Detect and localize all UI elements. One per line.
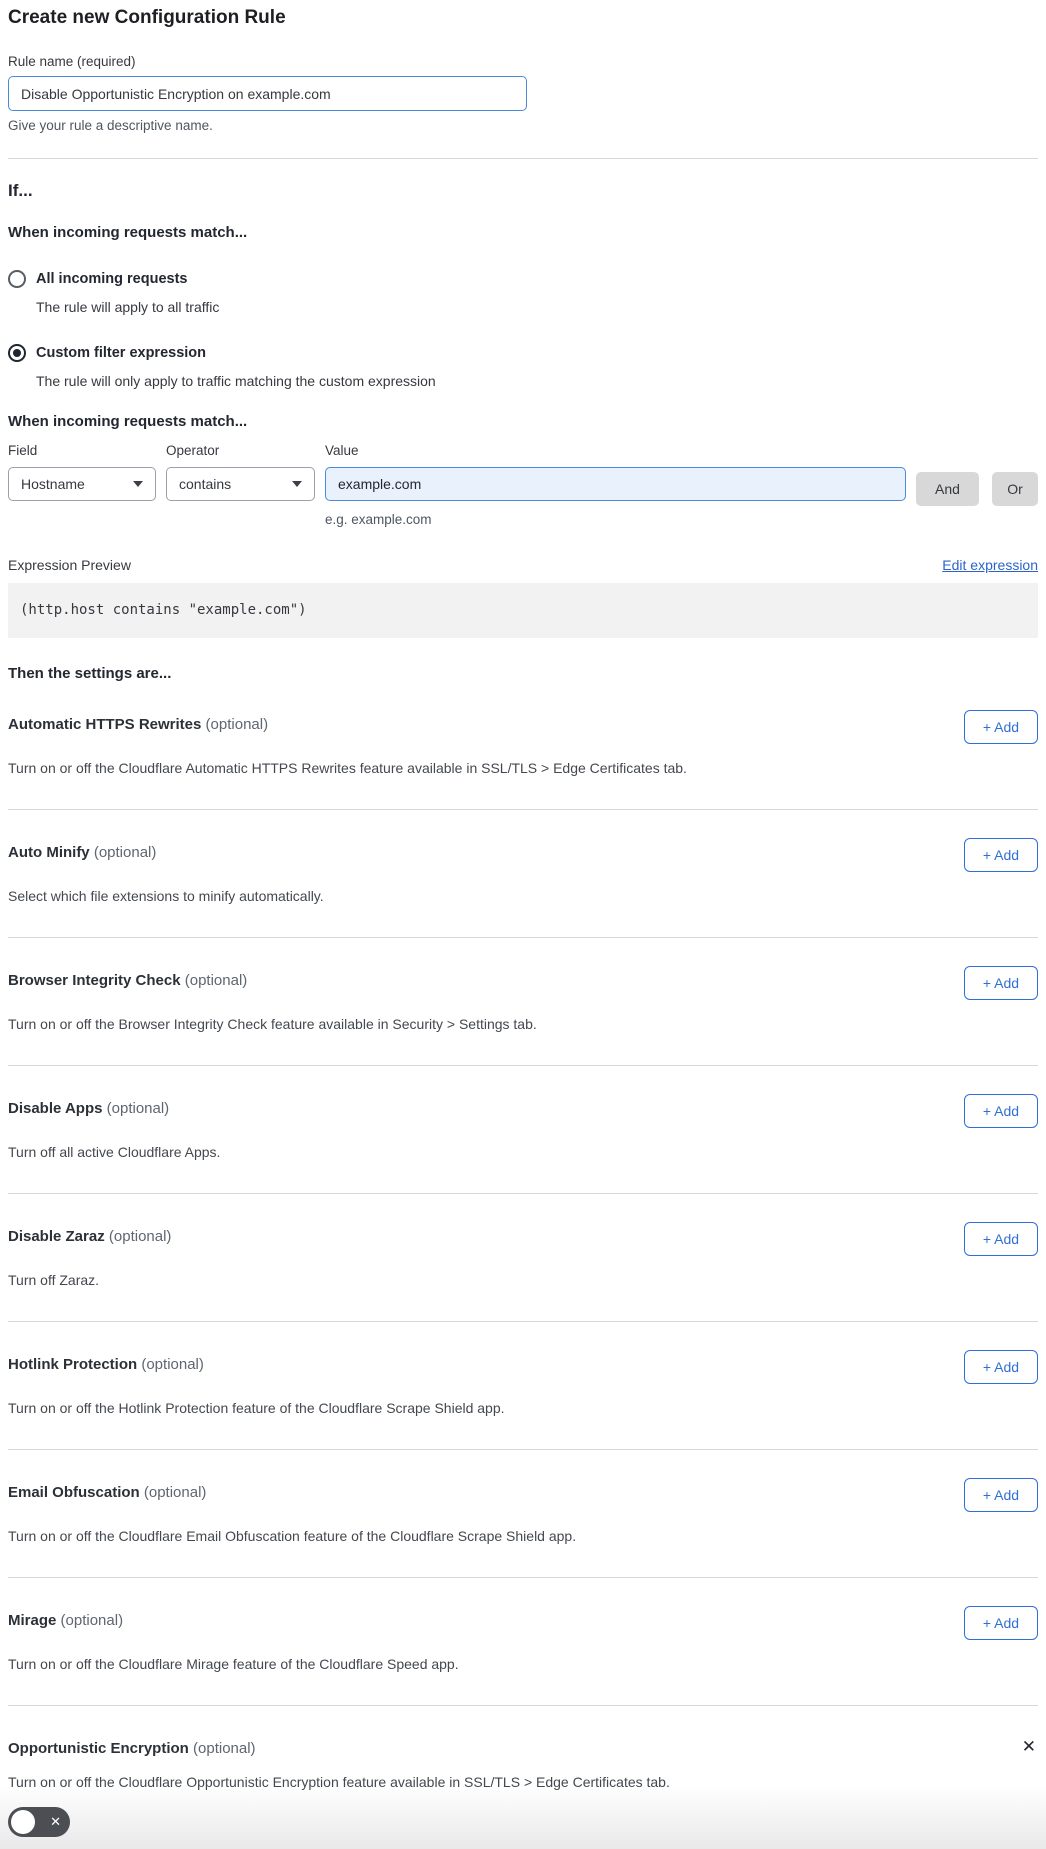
add-button[interactable]: + Add: [964, 966, 1038, 1000]
close-icon[interactable]: ✕: [1021, 1737, 1036, 1756]
chevron-down-icon: [292, 481, 302, 487]
setting-description: Turn on or off the Hotlink Protection feature of the Cloudflare Scrape Shield app.: [8, 1400, 505, 1416]
setting-title: Hotlink Protection (optional): [8, 1356, 204, 1373]
expression-preview-code: (http.host contains "example.com"): [8, 583, 1038, 638]
radio-label: Custom filter expression: [36, 345, 207, 361]
setting-hotlink-protection: [8, 1322, 1038, 1450]
setting-email-obfuscation: [8, 1450, 1038, 1578]
page-title: Create new Configuration Rule: [8, 7, 286, 28]
operator-select-value: contains: [179, 476, 232, 492]
setting-opportunistic-encryption: [0, 1706, 1046, 1849]
setting-title: Disable Apps (optional): [8, 1100, 170, 1117]
setting-disable-zaraz: [8, 1194, 1038, 1322]
setting-description: Turn on or off the Cloudflare Opportunistic Encryption feature available in SSL/TLS > Edge Certificates tab.: [8, 1774, 670, 1790]
radio-button-selected-icon[interactable]: [8, 344, 26, 362]
optional-label: (optional): [205, 716, 269, 733]
setting-auto-minify: [8, 810, 1038, 938]
optional-label: (optional): [108, 1228, 172, 1245]
rule-name-input[interactable]: [8, 76, 527, 111]
radio-description: The rule will only apply to traffic matching the custom expression: [36, 373, 436, 389]
value-helper: e.g. example.com: [325, 512, 432, 527]
setting-title: Auto Minify (optional): [8, 844, 157, 861]
setting-description: Turn on or off the Cloudflare Mirage feature of the Cloudflare Speed app.: [8, 1656, 459, 1672]
optional-label: (optional): [193, 1740, 256, 1757]
add-button[interactable]: + Add: [964, 1094, 1038, 1128]
setting-title: Automatic HTTPS Rewrites (optional): [8, 716, 269, 733]
expression-builder-row: [8, 444, 1038, 527]
rule-name-helper: Give your rule a descriptive name.: [8, 118, 213, 133]
radio-button-icon[interactable]: [8, 270, 26, 288]
setting-title: Opportunistic Encryption (optional): [8, 1740, 256, 1757]
setting-title: Email Obfuscation (optional): [8, 1484, 207, 1501]
expression-preview-label: Expression Preview: [8, 557, 131, 573]
opportunistic-encryption-toggle[interactable]: [8, 1807, 70, 1837]
and-button[interactable]: And: [916, 472, 979, 506]
add-button[interactable]: + Add: [964, 1606, 1038, 1640]
setting-title: Browser Integrity Check (optional): [8, 972, 248, 989]
setting-description: Turn on or off the Cloudflare Automatic HTTPS Rewrites feature available in SSL/TLS > Edge Certificates tab.: [8, 760, 687, 776]
edit-expression-link[interactable]: Edit expression: [942, 557, 1038, 573]
toggle-off-x-icon: ✕: [50, 1814, 61, 1829]
rule-name-label: Rule name (required): [8, 54, 136, 69]
operator-label: Operator: [166, 443, 220, 458]
chevron-down-icon: [133, 481, 143, 487]
setting-description: Turn off Zaraz.: [8, 1272, 100, 1288]
setting-description: Turn off all active Cloudflare Apps.: [8, 1144, 221, 1160]
optional-label: (optional): [143, 1484, 207, 1501]
setting-description: Turn on or off the Browser Integrity Check feature available in Security > Settings tab.: [8, 1016, 537, 1032]
field-select-value: Hostname: [21, 476, 85, 492]
then-settings-heading: Then the settings are...: [8, 665, 172, 682]
setting-description: Turn on or off the Cloudflare Email Obfuscation feature of the Cloudflare Scrape Shield app.: [8, 1528, 577, 1544]
field-select[interactable]: [8, 467, 156, 501]
add-button[interactable]: + Add: [964, 838, 1038, 872]
operator-select[interactable]: [166, 467, 315, 501]
optional-label: (optional): [184, 972, 248, 989]
optional-label: (optional): [60, 1612, 124, 1629]
radio-label: All incoming requests: [36, 271, 188, 287]
optional-label: (optional): [141, 1356, 204, 1373]
optional-label: (optional): [93, 844, 157, 861]
divider: [8, 158, 1038, 159]
toggle-knob: [11, 1810, 35, 1834]
setting-automatic-https-rewrites: [8, 682, 1038, 810]
add-button[interactable]: + Add: [964, 710, 1038, 744]
radio-custom-filter-expression[interactable]: [8, 344, 1038, 390]
or-button[interactable]: Or: [992, 472, 1038, 506]
value-input[interactable]: [325, 467, 906, 501]
setting-mirage: [8, 1578, 1038, 1706]
setting-browser-integrity-check: [8, 938, 1038, 1066]
setting-title: Mirage (optional): [8, 1612, 124, 1629]
setting-description: Select which file extensions to minify automatically.: [8, 888, 324, 904]
optional-label: (optional): [106, 1100, 170, 1117]
add-button[interactable]: + Add: [964, 1478, 1038, 1512]
add-button[interactable]: + Add: [964, 1350, 1038, 1384]
builder-heading: When incoming requests match...: [8, 413, 248, 430]
add-button[interactable]: + Add: [964, 1222, 1038, 1256]
setting-title: Disable Zaraz (optional): [8, 1228, 172, 1245]
radio-all-incoming-requests[interactable]: [8, 270, 1038, 316]
field-label: Field: [8, 443, 38, 458]
radio-description: The rule will apply to all traffic: [36, 299, 220, 315]
setting-disable-apps: [8, 1066, 1038, 1194]
if-heading: If...: [8, 181, 33, 200]
value-label: Value: [325, 443, 359, 458]
match-heading: When incoming requests match...: [8, 224, 248, 241]
